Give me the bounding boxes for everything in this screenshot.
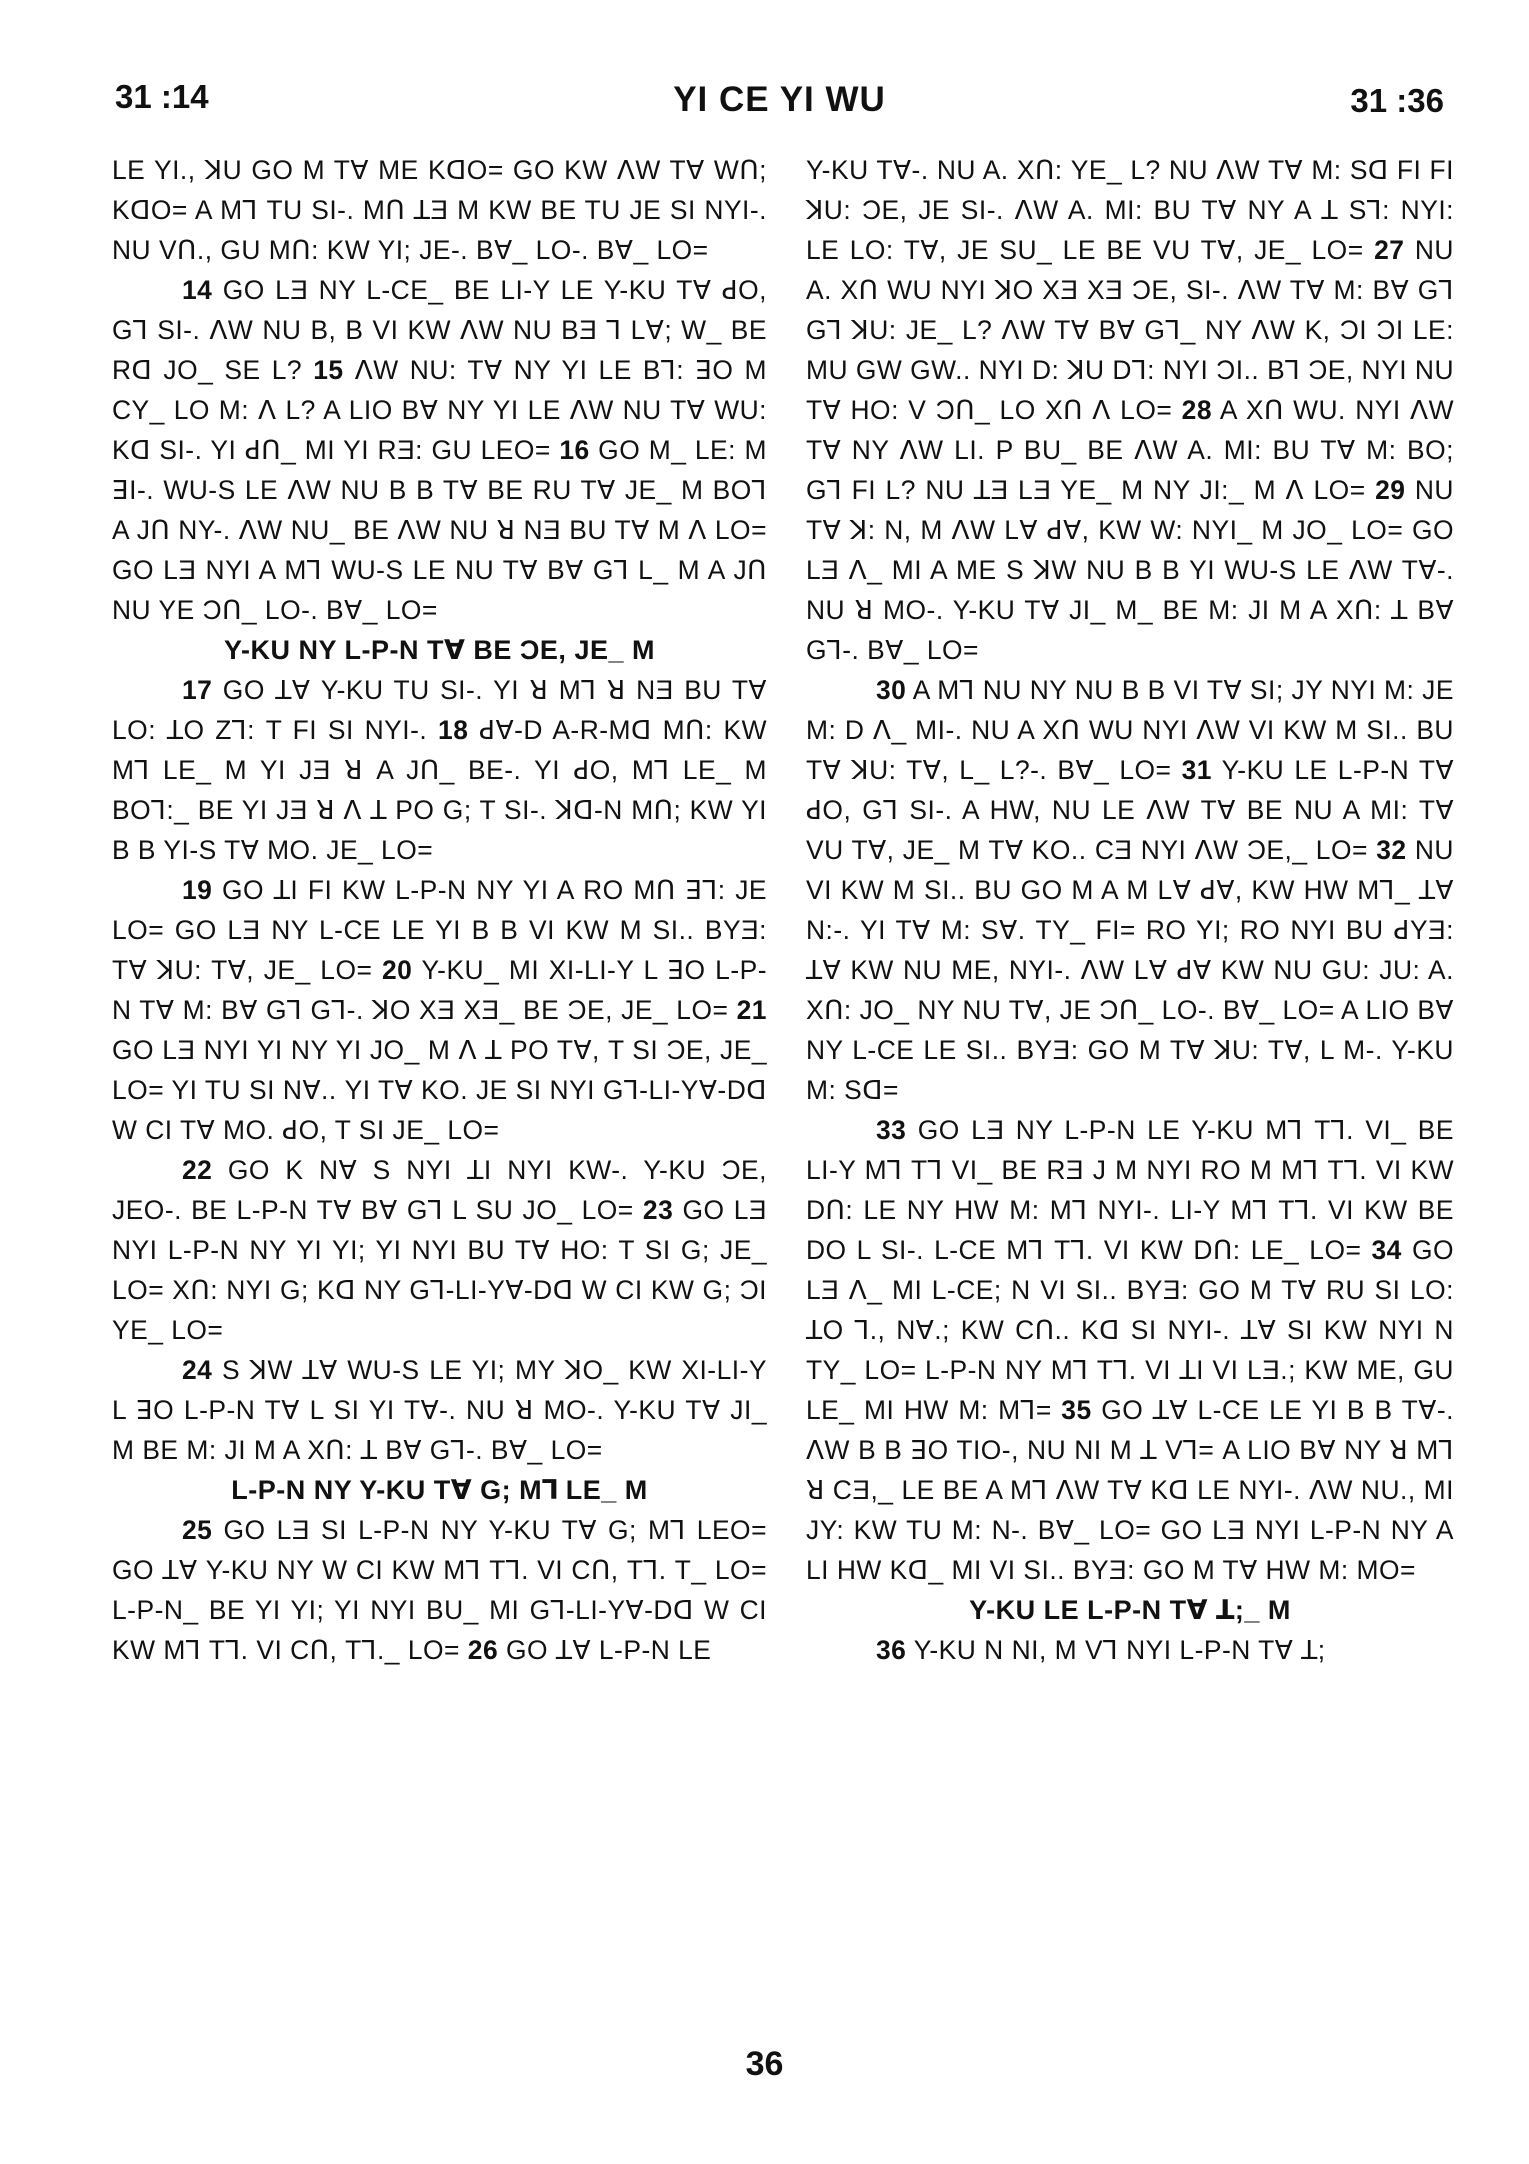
verse-number: 14 [182,275,213,305]
paragraph: 22 GO K Nꓯ S NYI ꓕI NYI KW-. Y-KU ƆE, JEO-. BE L-P-N Tꓯ Bꓯ Gꓶ L SU JO_ LO= 23 GO LƎ NYI L-P-N NY YI YI; YI NYI BU Tꓯ HO: T SI G; JE_ LO= Xꓵ: NYI G; Kꓷ NY Gꓶ-LI-Yꓯ-Dꓷ W CI KW G; ƆI YE_ LO= [112,1155,768,1345]
paragraph: 30 A Mꓶ NU NY NU B B VI Tꓯ SI; JY NYI M: JE M: D ꓥ_ MI-. NU A Xꓵ WU NYI ꓥW VI KW M SI.. BU Tꓯ ꓘU: Tꓯ, L_ L?-. Bꓯ_ LO= 31 Y-KU LE L-P-N Tꓯ ꓒO, Gꓶ SI-. A HW, NU LE ꓥW Tꓯ BE NU A MI: Tꓯ VU Tꓯ, JE_ M Tꓯ KO.. CƎ NYI ꓥW ƆE,_ LO= 32 NU VI KW M SI.. BU GO M A M Lꓯ ꓒꓯ, KW HW Mꓶ_ ꓕꓯ N:-. YI Tꓯ M: Sꓯ. TY_ FI= RO YI; RO NYI BU ꓒYƎ: ꓕꓯ KW NU ME, NYI-. ꓥW Lꓯ ꓒꓯ KW NU GU: JU: A. Xꓵ: JO_ NY NU Tꓯ, JE Ɔꓵ_ LO-. Bꓯ_ LO= A LIO Bꓯ NY L-CE LE SI.. BYƎ: GO M Tꓯ ꓘU: Tꓯ, L M-. Y-KU M: Sꓷ= [806,675,1455,1105]
verse-number: 20 [382,955,413,985]
verse-number: 36 [876,1635,907,1665]
verse-number: 23 [642,1195,674,1225]
verse-number: 17 [182,675,213,705]
page-number: 36 [745,2045,784,2083]
paragraph: Y-KU Tꓯ-. NU A. Xꓵ: YE_ L? NU ꓥW Tꓯ M: Sꓷ FI FI ꓘU: ƆE, JE SI-. ꓥW A. MI: BU Tꓯ NY A ꓕ Sꓶ: NYI: LE LO: Tꓯ, JE SU_ LE BE VU Tꓯ, JE_ LO= 27 NU A. Xꓵ WU NYI ꓘO XƎ XƎ ƆE, SI-. ꓥW Tꓯ M: Bꓯ Gꓶ Gꓶ ꓘU: JE_ L? ꓥW Tꓯ Bꓯ Gꓶ_ NY ꓥW K, ƆI ƆI LE: MU GW GW.. NYI D: ꓘU Dꓶ: NYI ƆI.. Bꓶ ƆE, NYI NU Tꓯ HO: V Ɔꓵ_ LO Xꓵ ꓥ LO= 28 A Xꓵ WU. NYI ꓥW Tꓯ NY ꓥW LI. P BU_ BE ꓥW A. MI: BU Tꓯ M: BO; Gꓶ FI L? NU ꓕƎ LƎ YE_ M NY JI:_ M ꓥ LO= 29 NU Tꓯ ꓘ: N, M ꓥW Lꓯ ꓒꓯ, KW W: NYI_ M JO_ LO= GO LƎ ꓥ_ MI A ME S ꓘW NU B B YI WU-S LE ꓥW Tꓯ-. NU ꓤ MO-. Y-KU Tꓯ JI_ M_ BE M: JI M A Xꓵ: ꓕ Bꓯ Gꓶ-. Bꓯ_ LO= [806,155,1454,665]
section-heading: Y-KU LE L-P-N Tꓯ ꓕ;_ M [969,1595,1291,1625]
verse-number: 30 [876,675,907,705]
verse-number: 28 [1181,395,1212,425]
verse-number: 15 [313,355,344,385]
paragraph: 14 GO LƎ NY L-CE_ BE LI-Y LE Y-KU Tꓯ ꓒO, Gꓶ SI-. ꓥW NU B, B VI KW ꓥW NU BƎ ꓶ Lꓯ; W_ BE Rꓷ JO_ SE L? 15 ꓥW NU: Tꓯ NY YI LE Bꓶ: ꓱO M CY_ LO M: ꓥ L? A LIO Bꓯ NY YI LE ꓥW NU Tꓯ WU: Kꓷ SI-. YI ꓒꓵ_ MI YI RƎ: GU LEO= 16 GO M_ LE: M ꓱI-. WU-S LE ꓥW NU B B Tꓯ BE RU Tꓯ JE_ M BOꓶ A Jꓵ NY-. ꓥW NU_ BE ꓥW NU ꓤ NƎ BU Tꓯ M ꓥ LO= GO LƎ NYI A Mꓶ WU-S LE NU Tꓯ Bꓯ Gꓶ L_ M A Jꓵ NU YE Ɔꓵ_ LO-. Bꓯ_ LO= [112,275,767,625]
verse-number: 34 [1371,1235,1402,1265]
paragraph: 24 S ꓘW ꓕꓯ WU-S LE YI; MY ꓘO_ KW XI-LI-Y L ꓱO L-P-N Tꓯ L SI YI Tꓯ-. NU ꓤ MO-. Y-KU Tꓯ JI_ M BE M: JI M A Xꓵ: ꓕ Bꓯ Gꓶ-. Bꓯ_ LO= [112,1355,767,1465]
verse-number: 32 [1376,835,1407,865]
verse-number: 27 [1374,235,1405,265]
verse-number: 21 [736,995,767,1025]
paragraph: 36 Y-KU N NI, M Vꓶ NYI L-P-N Tꓯ ꓕ; [876,1635,1326,1665]
paragraph: 19 GO ꓕI FI KW L-P-N NY YI A RO Mꓵ ꓱꓶ: JE LO= GO LƎ NY L-CE LE YI B B VI KW M SI.. BYƎ: Tꓯ ꓘU: Tꓯ, JE_ LO= 20 Y-KU_ MI XI-LI-Y L ꓱO L-P-N Tꓯ M: Bꓯ Gꓶ Gꓶ-. ꓘO XƎ XƎ_ BE ƆE, JE_ LO= 21 GO LƎ NYI YI NY YI JO_ M ꓥ ꓕ PO Tꓯ, T SI ƆE, JE_ LO= YI TU SI Nꓯ.. YI Tꓯ KO. JE SI NYI Gꓶ-LI-Yꓯ-Dꓷ W CI Tꓯ MO. ꓒO, T SI JE_ LO= [112,875,767,1145]
left-column [112,150,767,1670]
paragraph: 17 GO ꓕꓯ Y-KU TU SI-. YI ꓤ Mꓶ ꓤ NƎ BU Tꓯ LO: ꓕO Zꓶ: T FI SI NYI-. 18 ꓒꓯ-D A-R-Mꓷ Mꓵ: KW Mꓶ LE_ M YI JƎ ꓤ A Jꓵ_ BE-. YI ꓒO, Mꓶ LE_ M BOꓶ:_ BE YI JƎ ꓤ ꓥ ꓕ PO G; T SI-. ꓘꓷ-N Mꓵ; KW YI B B YI-S Tꓯ MO. JE_ LO= [112,675,767,865]
book-title: YI CE YI WU [673,80,886,119]
right-column [806,150,1454,1670]
verse-number: 29 [1375,475,1406,505]
verse-number: 24 [182,1355,213,1385]
section-heading: Y-KU NY L-P-N Tꓯ BE ƆE, JE_ M [224,635,655,665]
verse-number: 35 [1061,1395,1092,1425]
verse-number: 33 [876,1115,907,1145]
chapter-verse-end: 31 :36 [1350,82,1444,119]
verse-number: 26 [467,1635,499,1665]
chapter-verse-start: 31 :14 [115,78,209,115]
verse-number: 18 [438,715,469,745]
verse-number: 16 [559,435,590,465]
paragraph: 25 GO LƎ SI L-P-N NY Y-KU Tꓯ G; Mꓶ LEO= GO ꓕꓯ Y-KU NY W CI KW Mꓶ Tꓶ. VI Cꓵ, Tꓶ. T_ LO= L-P-N_ BE YI YI; YI NYI BU_ MI Gꓶ-LI-Yꓯ-Dꓷ W CI KW Mꓶ Tꓶ. VI Cꓵ, Tꓶ._ LO= 26 GO ꓕꓯ L-P-N LE [112,1515,767,1665]
paragraph: 33 GO LƎ NY L-P-N LE Y-KU Mꓶ Tꓶ. VI_ BE LI-Y Mꓶ Tꓶ VI_ BE RƎ J M NYI RO M Mꓶ Tꓶ. VI KW Dꓵ: LE NY HW M: Mꓶ NYI-. LI-Y Mꓶ Tꓶ. VI KW BE DO L SI-. L-CE Mꓶ Tꓶ. VI KW Dꓵ: LE_ LO= 34 GO LƎ ꓥ_ MI L-CE; N VI SI.. BYƎ: GO M Tꓯ RU SI LO: ꓕO ꓶ., Nꓯ.; KW Cꓵ.. Kꓷ SI NYI-. ꓕꓯ SI KW NYI N TY_ LO= L-P-N NY Mꓶ Tꓶ. VI ꓕI VI LƎ.; KW ME, GU LE_ MI HW M: Mꓶ= 35 GO ꓕꓯ L-CE LE YI B B Tꓯ-. ꓥW B B ꓱO TIO-, NU NI M ꓕ Vꓶ= A LIO Bꓯ NY ꓤ Mꓶ ꓤ CƎ,_ LE BE A Mꓶ ꓥW Tꓯ Kꓷ LE NYI-. ꓥW NU., MI JY: KW TU M: N-. Bꓯ_ LO= GO LƎ NYI L-P-N NY A LI HW Kꓷ_ MI VI SI.. BYƎ: GO M Tꓯ HW M: MO= [806,1115,1454,1585]
verse-number: 31 [1181,755,1212,785]
verse-number: 19 [182,875,213,905]
running-head [115,78,1444,128]
verse-number: 25 [182,1515,213,1545]
verse-number: 22 [182,1155,213,1185]
paragraph: LE YI., ꓘU GO M Tꓯ ME KꓷO= GO KW ꓥW Tꓯ Wꓵ; KꓷO= A Mꓶ TU SI-. Mꓵ ꓕƎ M KW BE TU JE SI NYI-. NU Vꓵ., GU Mꓵ: KW YI; JE-. Bꓯ_ LO-. Bꓯ_ LO= [112,155,767,265]
section-heading: L-P-N NY Y-KU Tꓯ G; Mꓶ LE_ M [231,1475,648,1505]
